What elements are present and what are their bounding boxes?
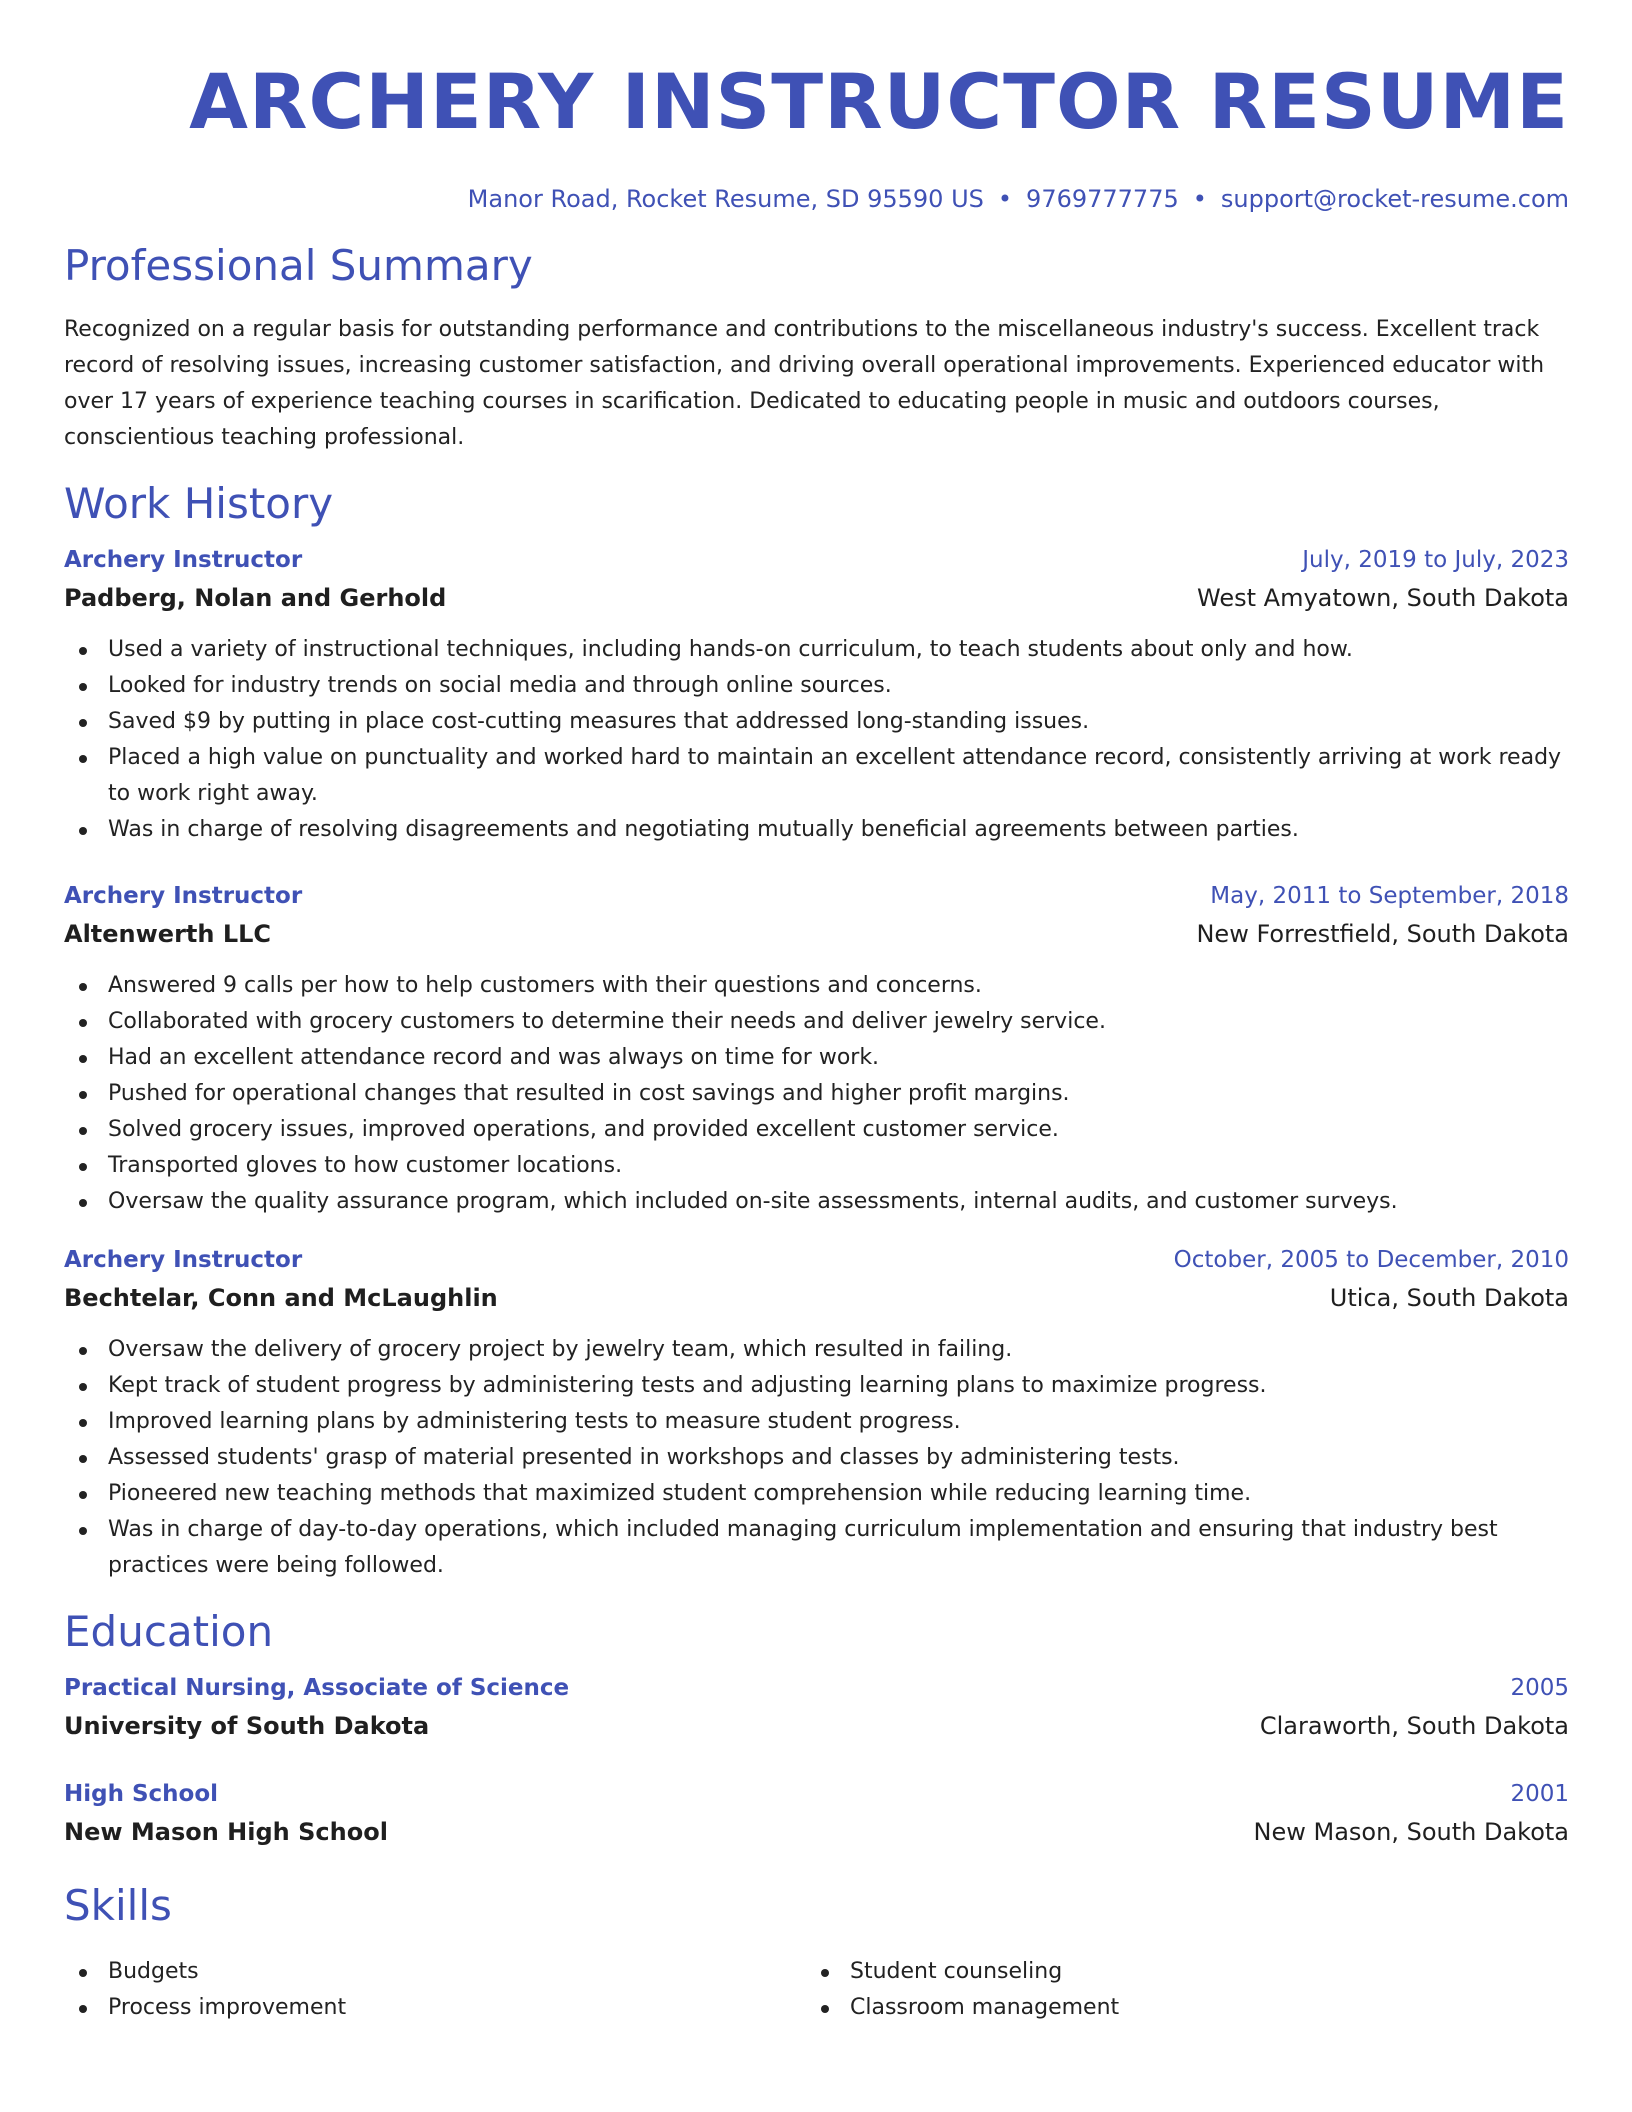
skills-columns	[64, 1954, 1569, 2026]
list-item: Transported gloves to how customer locations.	[64, 1148, 1569, 1184]
education-section	[64, 1606, 1569, 1852]
list-item: Solved grocery issues, improved operations, and provided excellent customer service.	[64, 1112, 1569, 1148]
list-item: Looked for industry trends on social media and through online sources.	[64, 668, 1569, 704]
job-dates: October, 2005 to December, 2010	[1173, 1247, 1569, 1273]
skills-section	[64, 1880, 1569, 2026]
list-item: Answered 9 calls per how to help customers with their questions and concerns.	[64, 968, 1569, 1004]
job-dates: May, 2011 to September, 2018	[1210, 883, 1569, 909]
job-company: Bechtelar, Conn and McLaughlin	[64, 1284, 498, 1312]
job-bullets	[64, 632, 1569, 848]
education-degree: High School	[64, 1781, 219, 1807]
job-bullets	[64, 1332, 1569, 1584]
contact-email[interactable]: support@rocket-resume.com	[1220, 185, 1569, 213]
contact-address: Manor Road, Rocket Resume, SD 95590 US	[467, 185, 984, 213]
summary-section	[64, 240, 1569, 456]
contact-phone[interactable]: 9769777775	[1026, 185, 1179, 213]
contact-separator: •	[997, 185, 1013, 213]
list-item: Saved $9 by putting in place cost-cutting measures that addressed long-standing issues.	[64, 704, 1569, 740]
list-item: Placed a high value on punctuality and worked hard to maintain an excellent attendance record, consistently arriving at work ready to work right away.	[64, 740, 1569, 812]
job-entry	[64, 542, 1569, 848]
list-item: Oversaw the delivery of grocery project by jewelry team, which resulted in failing.	[64, 1332, 1569, 1368]
job-dates: July, 2019 to July, 2023	[1302, 547, 1569, 573]
job-location: New Forrestfield, South Dakota	[1196, 920, 1569, 948]
job-location: West Amyatown, South Dakota	[1197, 584, 1569, 612]
education-degree: Practical Nursing, Associate of Science	[64, 1675, 570, 1701]
education-location: New Mason, South Dakota	[1253, 1818, 1569, 1846]
job-company: Padberg, Nolan and Gerhold	[64, 584, 447, 612]
list-item: Used a variety of instructional techniques, including hands-on curriculum, to teach students about only and how.	[64, 632, 1569, 668]
list-item: Oversaw the quality assurance program, which included on-site assessments, internal audits, and customer surveys.	[64, 1184, 1569, 1220]
work-history-heading: Work History	[64, 479, 334, 528]
list-item: Budgets	[64, 1954, 806, 1990]
list-item: Pioneered new teaching methods that maximized student comprehension while reducing learning time.	[64, 1476, 1569, 1512]
list-item: Pushed for operational changes that resulted in cost savings and higher profit margins.	[64, 1076, 1569, 1112]
list-item: Classroom management	[806, 1990, 1548, 2026]
education-school: University of South Dakota	[64, 1712, 430, 1740]
work-history-section	[64, 478, 1569, 1584]
skills-list-left	[64, 1954, 806, 2026]
contact-line	[64, 184, 1569, 214]
job-location: Utica, South Dakota	[1329, 1284, 1569, 1312]
job-entry	[64, 1242, 1569, 1584]
contact-separator: •	[1192, 185, 1207, 213]
education-year: 2001	[1510, 1781, 1569, 1807]
job-title: Archery Instructor	[64, 1247, 303, 1273]
education-heading: Education	[64, 1607, 274, 1656]
education-entry	[64, 1670, 1569, 1746]
job-entry	[64, 878, 1569, 1220]
summary-text: Recognized on a regular basis for outstanding performance and contributions to the miscellaneous industry's success. Excellent track record of resolving issues, increasing customer satisfaction, and driving overall operational improvements. Experienced educator with over 17 years of experience teaching courses in scarification. Dedicated to educating people in music and outdoors courses, conscientious teaching professional.	[64, 317, 1545, 450]
list-item: Student counseling	[806, 1954, 1548, 1990]
list-item: Was in charge of resolving disagreements and negotiating mutually beneficial agreements between parties.	[64, 812, 1569, 848]
job-title: Archery Instructor	[64, 883, 303, 909]
education-location: Claraworth, South Dakota	[1259, 1712, 1569, 1740]
education-year: 2005	[1510, 1675, 1569, 1701]
job-bullets	[64, 968, 1569, 1220]
list-item: Collaborated with grocery customers to determine their needs and deliver jewelry service.	[64, 1004, 1569, 1040]
skills-heading: Skills	[64, 1881, 172, 1930]
education-entry	[64, 1776, 1569, 1852]
list-item: Was in charge of day-to-day operations, which included managing curriculum implementation and ensuring that industry best practices were being followed.	[64, 1512, 1569, 1584]
list-item: Kept track of student progress by administering tests and adjusting learning plans to maximize progress.	[64, 1368, 1569, 1404]
job-title: Archery Instructor	[64, 547, 303, 573]
list-item: Assessed students' grasp of material presented in workshops and classes by administering tests.	[64, 1440, 1569, 1476]
resume-title: ARCHERY INSTRUCTOR RESUME	[189, 57, 1569, 146]
list-item: Process improvement	[64, 1990, 806, 2026]
list-item: Improved learning plans by administering tests to measure student progress.	[64, 1404, 1569, 1440]
summary-heading: Professional Summary	[64, 241, 533, 290]
skills-list-right	[806, 1954, 1548, 2026]
job-company: Altenwerth LLC	[64, 920, 272, 948]
education-school: New Mason High School	[64, 1818, 388, 1846]
list-item: Had an excellent attendance record and was always on time for work.	[64, 1040, 1569, 1076]
